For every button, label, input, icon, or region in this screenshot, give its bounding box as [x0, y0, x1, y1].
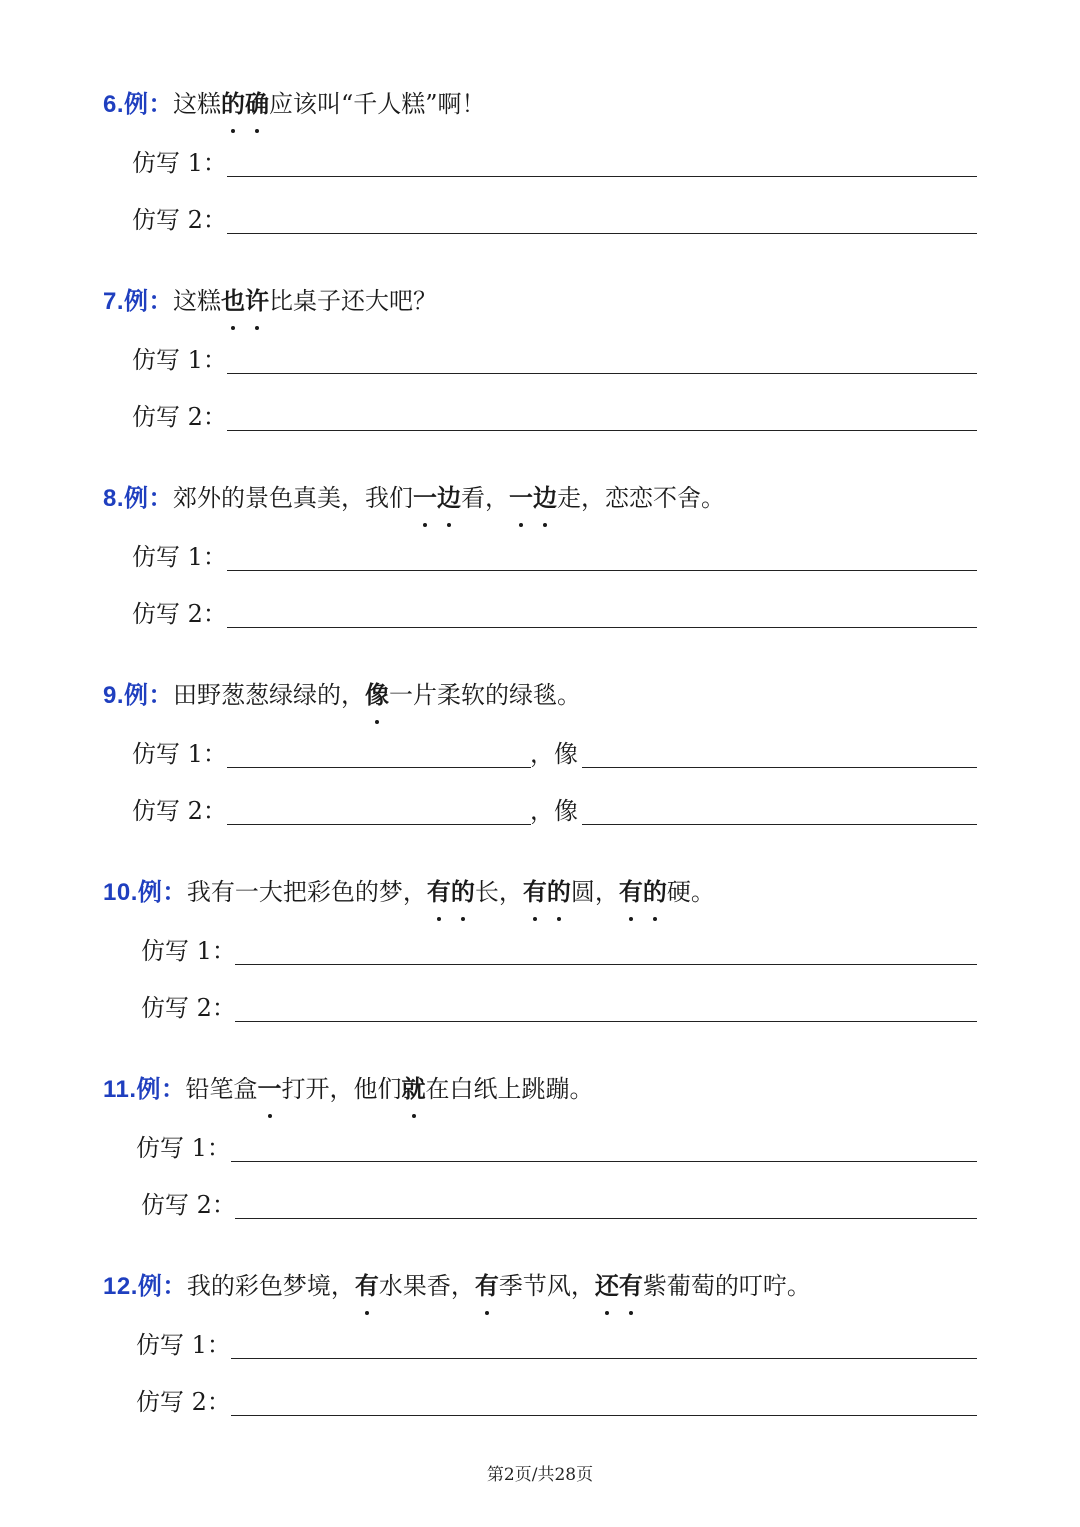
example-label: 例： [136, 1076, 186, 1103]
imitation-row[interactable] [136, 1128, 982, 1168]
imitation-row[interactable] [132, 734, 982, 774]
answer-line-first[interactable] [227, 824, 531, 825]
sentence-text: 我有一大把彩色的梦， [186, 878, 427, 906]
emphasized-word: 的 [221, 84, 245, 124]
imitation-row[interactable] [136, 1382, 982, 1422]
example-label: 例： [137, 1273, 187, 1300]
question-number: 6. [103, 91, 125, 118]
imitation-row[interactable] [141, 931, 982, 971]
imitation-label: 仿写 1： [136, 1134, 231, 1162]
emphasized-word: 许 [245, 281, 269, 321]
answer-line[interactable] [235, 1218, 977, 1219]
sentence-text: 长， [474, 878, 523, 906]
answer-line[interactable] [227, 373, 977, 374]
emphasized-word: 就 [402, 1069, 426, 1109]
emphasized-word: 像 [365, 675, 389, 715]
answer-line[interactable] [231, 1358, 977, 1359]
emphasized-word: 边 [533, 478, 557, 518]
imitation-label: 仿写 2： [132, 600, 227, 628]
question-header [103, 872, 715, 912]
sentence-text: 看， [461, 484, 510, 512]
example-label: 例： [137, 879, 187, 906]
example-label: 例： [124, 682, 174, 709]
emphasized-word: 确 [245, 84, 269, 124]
question-number: 11. [103, 1076, 137, 1103]
example-sentence [187, 878, 715, 906]
imitation-label: 仿写 1： [132, 149, 227, 177]
emphasized-word: 有 [427, 872, 451, 912]
question-header [103, 478, 725, 518]
imitation-label: 仿写 1： [132, 346, 227, 374]
sentence-text: 郊外的景色真美，我们 [173, 484, 414, 512]
sentence-text: 打开，他们 [281, 1075, 402, 1103]
imitation-row[interactable] [141, 1185, 982, 1225]
answer-line[interactable] [231, 1161, 977, 1162]
emphasized-word: 一 [413, 478, 437, 518]
example-sentence [173, 287, 437, 315]
connector-text: ，像 [530, 740, 578, 768]
emphasized-word: 的 [643, 872, 667, 912]
emphasized-word: 也 [221, 281, 245, 321]
page-footer: 第2页/共28页 [486, 1465, 594, 1485]
answer-line-second[interactable] [582, 824, 977, 825]
connector-text: ，像 [530, 797, 578, 825]
example-sentence [187, 1272, 811, 1300]
answer-line-first[interactable] [227, 767, 531, 768]
answer-line-second[interactable] [582, 767, 977, 768]
sentence-text: 硬。 [666, 878, 715, 906]
example-sentence [173, 90, 486, 118]
sentence-text: 这糕 [173, 287, 222, 315]
emphasized-word: 的 [451, 872, 475, 912]
answer-line[interactable] [235, 964, 977, 965]
question-number: 7. [103, 288, 125, 315]
question-header [103, 84, 486, 124]
emphasized-word: 一 [509, 478, 533, 518]
emphasized-word: 有 [619, 872, 643, 912]
answer-line[interactable] [227, 627, 977, 628]
emphasized-word: 的 [547, 872, 571, 912]
question-number: 8. [103, 485, 125, 512]
question-header [103, 281, 437, 321]
imitation-label: 仿写 2： [132, 403, 227, 431]
imitation-label: 仿写 1： [132, 740, 227, 768]
sentence-text: 应该叫“千人糕”啊！ [269, 90, 486, 118]
imitation-row[interactable] [132, 791, 982, 831]
emphasized-word: 有 [355, 1266, 379, 1306]
question-number: 9. [103, 682, 125, 709]
imitation-row[interactable] [132, 594, 982, 634]
imitation-label: 仿写 2： [141, 994, 236, 1022]
example-label: 例： [124, 91, 174, 118]
emphasized-word: 一 [258, 1069, 282, 1109]
imitation-row[interactable] [132, 340, 982, 380]
sentence-text: 这糕 [173, 90, 222, 118]
emphasized-word: 边 [437, 478, 461, 518]
answer-line[interactable] [227, 176, 977, 177]
imitation-row[interactable] [141, 988, 982, 1028]
example-sentence [173, 681, 581, 709]
answer-line[interactable] [231, 1415, 977, 1416]
answer-line[interactable] [235, 1021, 977, 1022]
example-sentence [173, 484, 725, 512]
imitation-row[interactable] [132, 397, 982, 437]
sentence-text: 一片柔软的绿毯。 [389, 681, 582, 709]
emphasized-word: 有 [523, 872, 547, 912]
question-number: 12. [103, 1273, 138, 1300]
example-sentence [186, 1075, 594, 1103]
imitation-label: 仿写 2： [136, 1388, 231, 1416]
answer-line[interactable] [227, 570, 977, 571]
sentence-text: 在白纸上跳蹦。 [425, 1075, 594, 1103]
sentence-text: 水果香， [378, 1272, 475, 1300]
example-label: 例： [124, 485, 174, 512]
imitation-label: 仿写 2： [141, 1191, 236, 1219]
emphasized-word: 还 [595, 1266, 619, 1306]
sentence-text: 季节风， [498, 1272, 595, 1300]
emphasized-word: 有 [619, 1266, 643, 1306]
sentence-text: 比桌子还大吧？ [269, 287, 438, 315]
question-header [103, 1266, 811, 1306]
imitation-label: 仿写 2： [132, 797, 227, 825]
answer-line[interactable] [227, 430, 977, 431]
imitation-row[interactable] [132, 200, 982, 240]
imitation-label: 仿写 2： [132, 206, 227, 234]
imitation-label: 仿写 1： [136, 1331, 231, 1359]
imitation-row[interactable] [136, 1325, 982, 1365]
sentence-text: 我的彩色梦境， [186, 1272, 355, 1300]
imitation-row[interactable] [132, 537, 982, 577]
sentence-text: 走，恋恋不舍。 [557, 484, 726, 512]
question-header [103, 1069, 594, 1109]
imitation-row[interactable] [132, 143, 982, 183]
question-header [103, 675, 581, 715]
sentence-text: 紫葡萄的叮咛。 [642, 1272, 811, 1300]
sentence-text: 田野葱葱绿绿的， [173, 681, 366, 709]
sentence-text: 铅笔盒 [185, 1075, 258, 1103]
example-label: 例： [124, 288, 174, 315]
answer-line[interactable] [227, 233, 977, 234]
question-number: 10. [103, 879, 138, 906]
imitation-label: 仿写 1： [141, 937, 236, 965]
imitation-label: 仿写 1： [132, 543, 227, 571]
emphasized-word: 有 [475, 1266, 499, 1306]
sentence-text: 圆， [570, 878, 619, 906]
